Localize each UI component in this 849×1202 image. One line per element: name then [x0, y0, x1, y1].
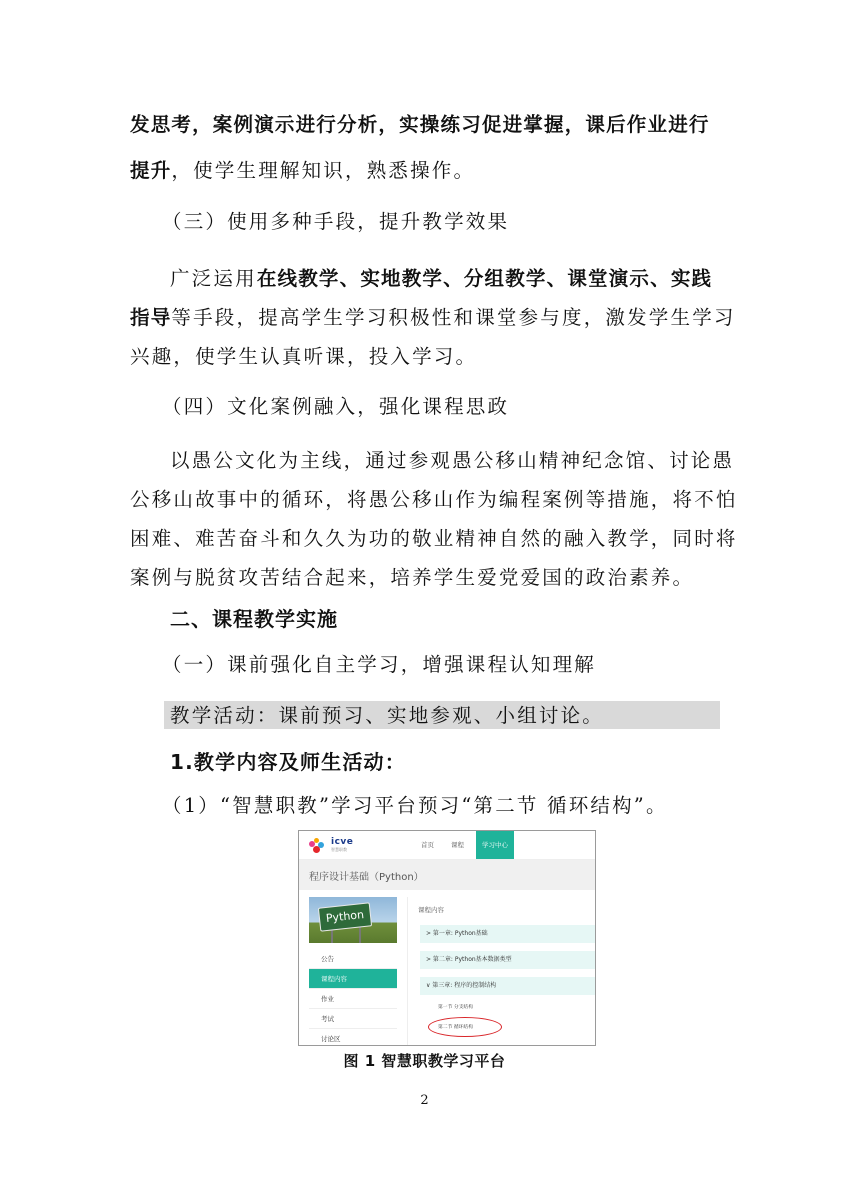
section-two-heading: 二、课程教学实施 [170, 607, 338, 631]
para2-line2-bold: 指导 [130, 306, 172, 329]
item1-heading: 1.教学内容及师生活动： [170, 750, 406, 774]
section-loop[interactable]: 第二节 循环结构 [438, 1025, 474, 1030]
figure-caption: 图 1 智慧职教学习平台 [343, 1052, 506, 1070]
nav-home[interactable]: 首页 [421, 841, 434, 849]
page-number: 2 [420, 1093, 429, 1108]
chapter-2[interactable]: > 第二章: Python基本数据类型 [420, 951, 596, 969]
heading-one: （一）课前强化自主学习，增强课程认知理解 [162, 653, 597, 676]
para2-line3: 兴趣，使学生认真听课，投入学习。 [130, 345, 478, 368]
heading-three: （三）使用多种手段，提升教学效果 [162, 210, 510, 233]
nav-learning-center[interactable]: 学习中心 [476, 831, 514, 859]
para2-line2 [130, 304, 736, 332]
para2-line2-normal: 等手段，提高学生学习积极性和课堂参与度，激发学生学习 [171, 306, 736, 329]
course-titlebar [299, 860, 595, 890]
highlight-ring [428, 1017, 502, 1037]
activity-line: 教学活动：课前预习、实地参观、小组讨论。 [170, 704, 605, 727]
para1-line2-normal: ，使学生理解知识，熟悉操作。 [171, 159, 476, 182]
platform-screenshot [298, 830, 596, 1046]
item1-sub: （1）“智慧职教”学习平台预习“第二节 循环结构”。 [162, 794, 668, 817]
para1-line1: 发思考，案例演示进行分析，实操练习促进掌握，课后作业进行 [130, 113, 710, 136]
content-header: 课程内容 [418, 906, 444, 914]
para2-line1-normal: 广泛运用 [170, 267, 257, 290]
menu-item-homework[interactable]: 作业 [309, 989, 397, 1009]
para1-line2-bold: 提升 [130, 159, 172, 182]
logo-mark-icon [309, 838, 329, 854]
platform-topbar [299, 831, 595, 860]
python-sign: Python [318, 902, 372, 931]
para2-line1-bold: 在线教学、实地教学、分组教学、课堂演示、实践 [256, 267, 713, 290]
para3-line4: 案例与脱贫攻苦结合起来，培养学生爱党爱国的政治素养。 [130, 566, 695, 589]
heading-four: （四）文化案例融入，强化课程思政 [162, 395, 510, 418]
menu-item-exam[interactable]: 考试 [309, 1009, 397, 1029]
para3-line1: 以愚公文化为主线，通过参观愚公移山精神纪念馆、讨论愚 [170, 449, 735, 472]
chapter-1[interactable]: > 第一章: Python基础 [420, 925, 596, 943]
para3-line2: 公移山故事中的循环，将愚公移山作为编程案例等措施，将不怕 [130, 488, 738, 511]
menu-item-announcement[interactable]: 公告 [309, 949, 397, 969]
course-sidebar [309, 897, 397, 1045]
para3-line3: 困难、难苦奋斗和久久为功的敬业精神自然的融入教学，同时将 [130, 527, 738, 550]
python-banner-image [309, 897, 397, 943]
nav-courses[interactable]: 课程 [451, 841, 464, 849]
sign-post-right [359, 925, 361, 943]
para2-line1 [170, 265, 712, 293]
logo-brand: icve [331, 837, 354, 847]
icve-logo [309, 836, 369, 854]
course-title: 程序设计基础（Python） [309, 872, 424, 883]
section-branch[interactable]: 第一节 分支结构 [438, 1005, 474, 1010]
chapter-3[interactable]: ∨ 第三章: 程序的控制结构 [420, 977, 596, 995]
course-content-panel [407, 897, 596, 1045]
para1-line2 [130, 157, 475, 185]
logo-sub: 智慧职教 [331, 847, 347, 852]
menu-item-discussion[interactable]: 讨论区 [309, 1029, 397, 1046]
menu-item-course-content[interactable]: 课程内容 [309, 969, 397, 989]
